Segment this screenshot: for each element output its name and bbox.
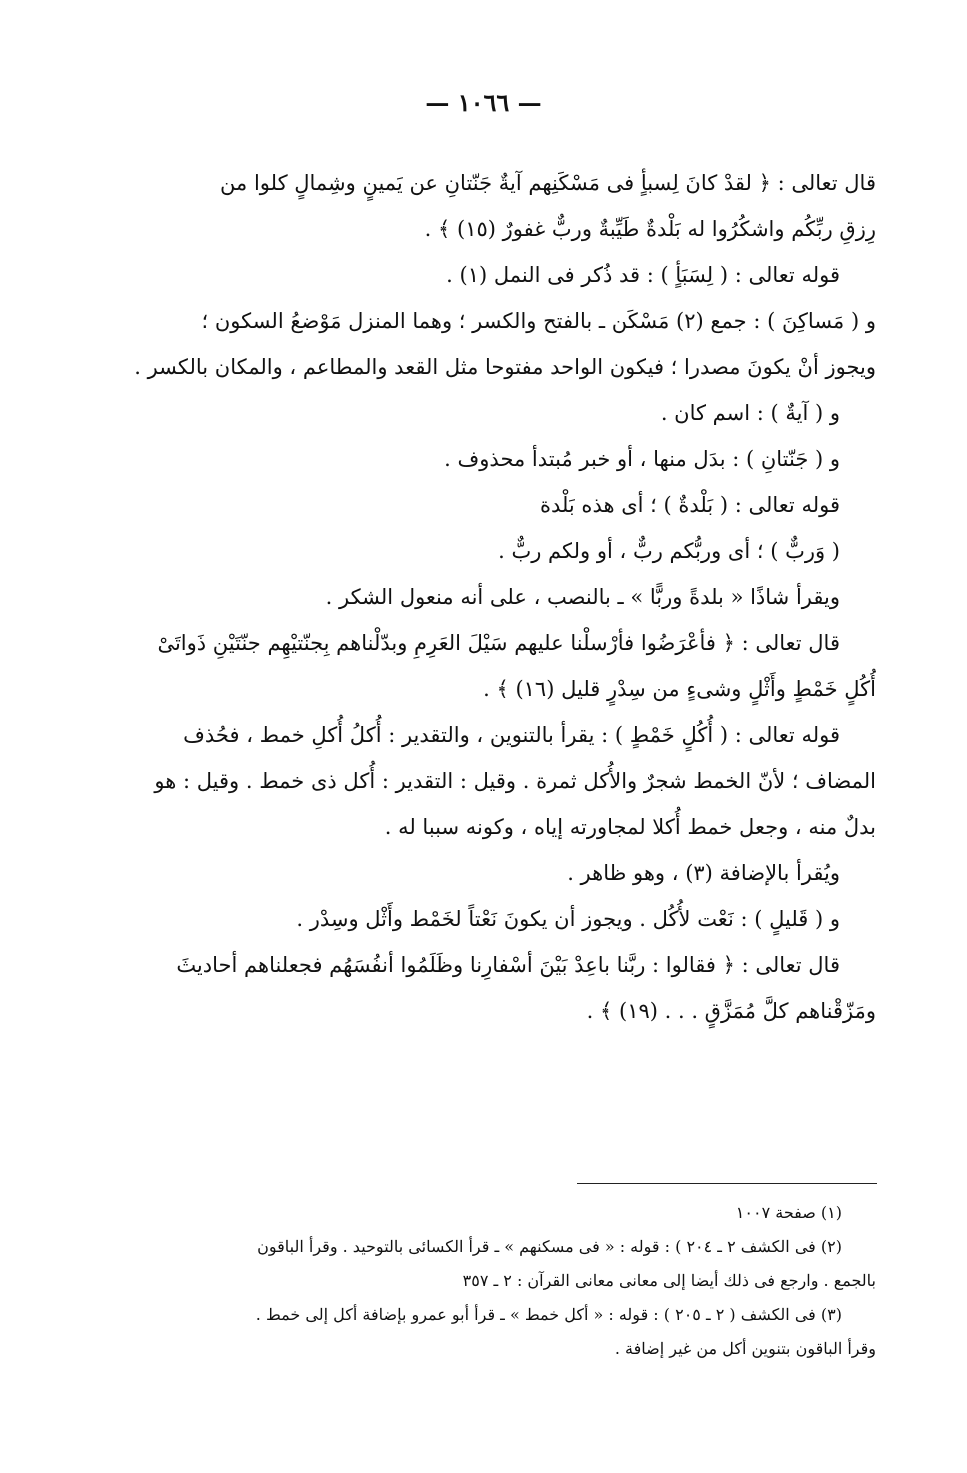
text-line: و ( جَنّتانِ ) : بدَل منها ، أو خبر مُبتدأ محذوف . bbox=[444, 447, 840, 471]
text-line: قوله تعالى : ( بَلْدةٌ ) ؛ أى هذه بَلْدة bbox=[539, 493, 840, 517]
footnote-line: بالجمع . وارجع فى ذلك أيضا إلى معانى معانى القرآن : ٢ ـ ٣٥٧ bbox=[462, 1271, 876, 1290]
text-line: أُكُلٍ خَمْطٍ وأَثْلٍ وشىءٍ من سِدْرٍ قليل (١٦) ﴾ . bbox=[483, 677, 876, 701]
text-line: قوله تعالى : ( لِسَبَأٍ ) : قد ذُكر فى النمل (١) . bbox=[446, 263, 840, 287]
text-line: و ( قَليلٍ ) : نَعْت لأُكُل . ويجوز أن يكونَ نَعْتاً لخَمْط وأَثْل وسِدْر . bbox=[296, 907, 840, 931]
footnote-line: (١) صفحة ١٠٠٧ bbox=[735, 1203, 842, 1222]
footnotes bbox=[86, 1196, 876, 1366]
text-line: ومَزّقْناهم كلَّ مُمَزَّقٍ . . . (١٩) ﴾ . bbox=[586, 999, 876, 1023]
text-line: قوله تعالى : ( أُكُلٍ خَمْطٍ ) : يقرأ بالتنوين ، والتقدير : أُكلُ أُكلِ خمط ، فحُذف bbox=[183, 723, 840, 747]
text-line: ويجوز أنْ يكونَ مصدرا ؛ فيكون الواحد مفتوحا مثل القعد والمطاعم ، والمكان بالكسر . bbox=[134, 355, 876, 379]
text-line: ويُقرأ بالإضافة (٣) ، وهو ظاهر . bbox=[567, 861, 840, 885]
text-line: المضاف ؛ لأنّ الخمط شجرٌ والأُكل ثمرة . وقيل : التقدير : أُكل ذى خمط . وقيل : هو bbox=[154, 769, 876, 793]
text-line: قال تعالى : ﴿ فقالوا : ربَّنا باعِدْ بَيْنَ أسْفارِنا وظَلَمُوا أنفُسَهُم فجعلناهم أحاديثَ bbox=[176, 953, 840, 977]
text-line: ( وَربٌّ ) ؛ أى وربُّكم ربٌّ ، أو ولكم ربٌّ . bbox=[498, 539, 840, 563]
text-line: ويقرأ شاذًا « بلدةً وربًّا » ـ بالنصب ، على أنه منعول الشكر . bbox=[325, 585, 840, 609]
footnote-line: (٢) فى الكشف ٢ ـ ٢٠٤ ) : قوله : « فى مسكنهم » ـ قرأ الكسائى بالتوحيد . وقرأ الباقون bbox=[257, 1237, 842, 1256]
text-line: بدلٌ منه ، وجعل خمط أُكلا لمجاورته إياه ، وكونه سببا له . bbox=[384, 815, 876, 839]
text-line: و ( مَساكِنَ ) : جمع (٢) مَسْكَن ـ بالفتح والكسر ؛ وهما المنزل مَوْضعُ السكون ؛ bbox=[201, 309, 876, 333]
footnote-line: (٣) فى الكشف ( ٢ ـ ٢٠٥ ) : قوله : « أكل خمط » ـ قرأ أبو عمرو بإضافة أكل إلى خمط . bbox=[255, 1305, 842, 1324]
text-line: قال تعالى : ﴿ فأعْرَضُوا فأرْسلْنا عليهم سَيْلَ العَرِمِ وبدّلْناهم بِجنّتيْهِم جنّتَيْنِ ذَواتَىْ bbox=[157, 631, 840, 655]
text-line: و ( آيةٌ ) : اسم كان . bbox=[660, 401, 840, 425]
footnote-divider bbox=[577, 1183, 877, 1184]
text-line: رِزقِ ربِّكُم واشكُرُوا له بَلْدةٌ طَيِّبةٌ وربٌّ غفورٌ (١٥) ﴾ . bbox=[424, 217, 876, 241]
footnote-line: وقرأ الباقون بتنوين أكل من غير إضافة . bbox=[614, 1339, 876, 1358]
page-number: — ١٠٦٦ — bbox=[425, 88, 542, 117]
text-line: قال تعالى : ﴿ لقدْ كانَ لِسبأٍ فى مَسْكَنِهم آيةٌ جَنّتانِ عن يَمينٍ وشِمالٍ كلوا من bbox=[220, 171, 876, 195]
main-text bbox=[96, 160, 876, 1034]
